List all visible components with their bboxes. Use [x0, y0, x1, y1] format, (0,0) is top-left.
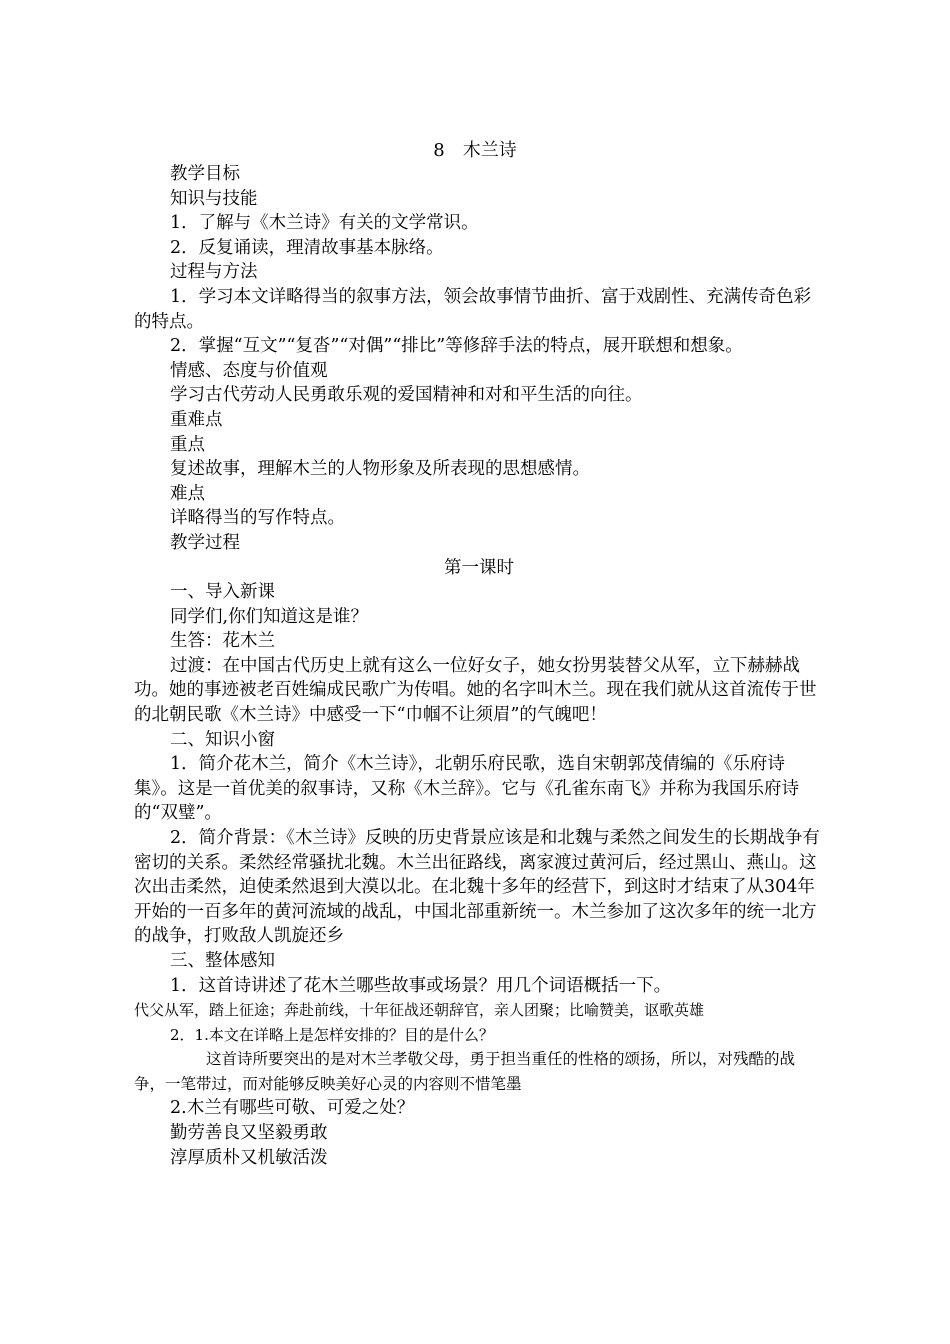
subheading-key-point: 重点 [170, 434, 205, 455]
goal-item: 2．反复诵读，理清故事基本脉络。 [170, 237, 444, 258]
answer-text: 代父从军，踏上征途；奔赴前线，十年征战还朝辞官，亲人团聚；比喻赞美，讴歌英雄 [134, 1001, 705, 1020]
subheading-knowledge-skills: 知识与技能 [170, 188, 258, 209]
paragraph: 生答：花木兰 [170, 631, 275, 652]
answer-text: 这首诗所要突出的是对木兰孝敬父母，勇于担当重任的性格的颂扬，所以，对残酷的战争，一笔带过，而对能够反映美好心灵的内容则不惜笔墨 [134, 1050, 796, 1093]
paragraph: 过渡：在中国古代历史上就有这么一位好女子，她女扮男装替父从军，立下赫赫战功。她的事迹被老百姓编成民歌广为传唱。她的名字叫木兰。现在我们就从这首流传于世的北朝民歌《木兰诗》中感受一下“巾帼不让须眉”的气魄吧！ [134, 655, 817, 726]
paragraph: 1．简介花木兰，简介《木兰诗》，北朝乐府民歌，选自宋朝郭茂倩编的《乐府诗集》。这是一首优美的叙事诗，又称《木兰辞》。它与《孔雀东南飞》并称为我国乐府诗的“双璧”。 [134, 754, 799, 824]
section-heading: 一、导入新课 [170, 582, 275, 603]
answer-text: 勤劳善良又坚毅勇敢 [170, 1122, 328, 1143]
heading-teaching-goals: 教学目标 [170, 164, 240, 184]
lesson-content [134, 162, 824, 1170]
paragraph: 2．简介背景：《木兰诗》反映的历史背景应该是和北魏与柔然之间发生的长期战争有密切的关系。柔然经常骚扰北魏。木兰出征路线，离家渡过黄河后，经过黑山、燕山。这次出击柔然，迫使柔然退到大漠以北。在北魏十多年的经营下，到这时才结束了从304年开始的一百多年的黄河流域的战乱，中国北部重新统一。木兰参加了这次多年的统一北方的战争，打败敌人凯旋还乡 [134, 828, 820, 947]
goal-item: 学习古代劳动人民勇敢乐观的爱国精神和对和平生活的向往。 [170, 385, 643, 406]
subheading-process-method: 过程与方法 [170, 262, 258, 283]
lesson-session-title: 第一课时 [444, 557, 514, 578]
question-text: 2．1.本文在详略上是怎样安排的？目的是什么？ [170, 1025, 494, 1044]
subheading-difficult-point: 难点 [170, 483, 205, 504]
paragraph: 同学们,你们知道这是谁？ [170, 606, 369, 627]
lesson-title: 8 木兰诗 [433, 140, 517, 161]
goal-item: 1．学习本文详略得当的叙事方法，领会故事情节曲折、富于戏剧性、充满传奇色彩的特点。 [134, 286, 812, 332]
subheading-emotion-values: 情感、态度与价值观 [170, 360, 328, 381]
key-point-text: 复述故事，理解木兰的人物形象及所表现的思想感情。 [170, 459, 590, 480]
section-heading: 三、整体感知 [170, 951, 275, 971]
difficult-point-text: 详略得当的写作特点。 [170, 508, 345, 529]
goal-item: 2．掌握“互文”“复沓”“对偶”“排比”等修辞手法的特点，展开联想和想象。 [170, 336, 743, 357]
section-heading: 二、知识小窗 [170, 729, 275, 750]
goal-item: 1．了解与《木兰诗》有关的文学常识。 [170, 213, 479, 234]
answer-text: 淳厚质朴又机敏活泼 [170, 1147, 328, 1168]
heading-key-difficult: 重难点 [170, 409, 223, 430]
heading-teaching-process: 教学过程 [170, 532, 240, 553]
question-text: 1．这首诗讲述了花木兰哪些故事或场景？用几个词语概括一下。 [170, 975, 672, 996]
question-text: 2.木兰有哪些可敬、可爱之处？ [170, 1098, 415, 1119]
